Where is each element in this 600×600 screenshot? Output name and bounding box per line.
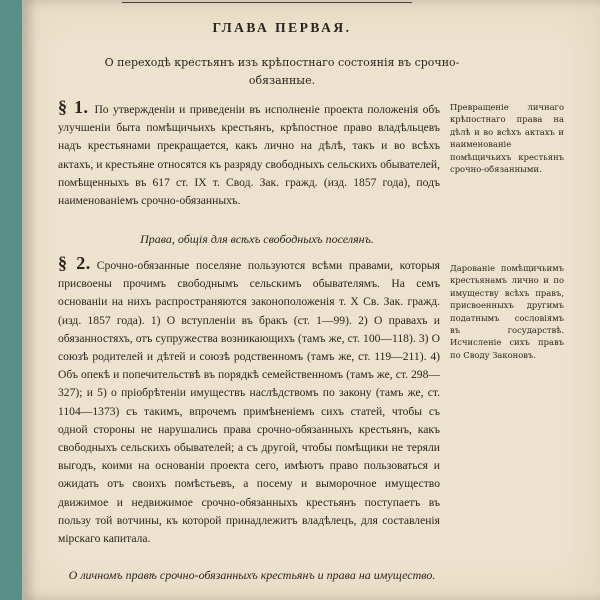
section-1-number: § 1. [58,97,89,117]
top-rule [122,2,412,3]
book-page [22,0,600,600]
personal-rights-heading: О личномъ правѣ срочно-обязанныхъ крестьянъ и права на имущество. [68,568,436,582]
rights-heading: Права, общія для всѣхъ свободныхъ поселянъ. [140,232,374,246]
section-2-text: Срочно-обязанные поселяне пользуются всѣми правами, которыя присвоены прочимъ свободнымъ сельскимъ обывателямъ. На семъ основаніи на нихъ распространяются законоположенія т. X Св. Зак. гражд. (изд. 1857 года). 1) О вступленіи въ бракъ (ст. 1—99). 2) О правахъ и обязанностяхъ, отъ супружества возникающихъ (тамъ же, ст. 100—118). 3) О союзѣ родителей и дѣтей и союзѣ родственномъ (тамъ же, ст. 119—211). 4) Объ опекѣ и попечительствѣ въ порядкѣ семейственномъ (тамъ же, ст. 298—327); и 5) о пріобрѣтеніи имуществъ наслѣдствомъ по закону (тамъ же, ст. 1104—1373) съ такимъ, впрочемъ примѣненіемъ сихъ статей, чтобы съ одной стороны не нарушались права срочно-обязанныхъ крестьянъ, какъ свободныхъ сельскихъ обывателей; а съ другой, чтобы помѣщики не теряли выгодъ, коими на основаніи проекта сего, имѣютъ право пользоваться и ожидать отъ своихъ помѣстьевъ, а посему и выморочное имущество движимое и недвижимое срочно-обязанныхъ крестьянъ поступаетъ въ пользу той вотчины, къ которой принадлежитъ владѣлецъ, для составленія мірскаго капитала. [58,259,440,546]
chapter-subtitle: О переходѣ крестьянъ изъ крѣпостнаго состоянія въ срочно-обязанные. [104,56,460,87]
section-2-number: § 2. [58,253,91,273]
section-2-paragraph [58,254,440,548]
section-1-text: По утвержденіи и приведеніи въ исполненіе проекта положенія объ улучшеніи быта помѣщичьихъ крестьянъ, крѣпостное право владѣльцевъ надъ крестьянами прекращается, какъ лично на дѣлѣ, такъ и во всѣхъ актахъ, и крестьяне относятся къ разряду свободныхъ сельскихъ обывателей, помѣщенныхъ въ 617 ст. IX т. Свод. Зак. гражд. (изд. 1857 года), подъ наименованіемъ срочно-обязанныхъ. [58,103,440,208]
section-1-paragraph [58,98,440,210]
section-1-margin-note: Превращеніе личнаго крѣпостнаго права на дѣлѣ и во всѣхъ актахъ и наименованіе помѣщичьихъ крестьянъ срочно-обязанными. [450,102,564,175]
section-2-margin-note: Дарованіе помѣщичьимъ крестьянамъ лично и по имуществу всѣхъ правъ, присвоенныхъ другимъ податнымъ сословіямъ въ государствѣ. Исчисленіе сихъ правъ по Своду Законовъ. [450,263,564,360]
chapter-title: ГЛАВА ПЕРВАЯ. [212,20,352,35]
